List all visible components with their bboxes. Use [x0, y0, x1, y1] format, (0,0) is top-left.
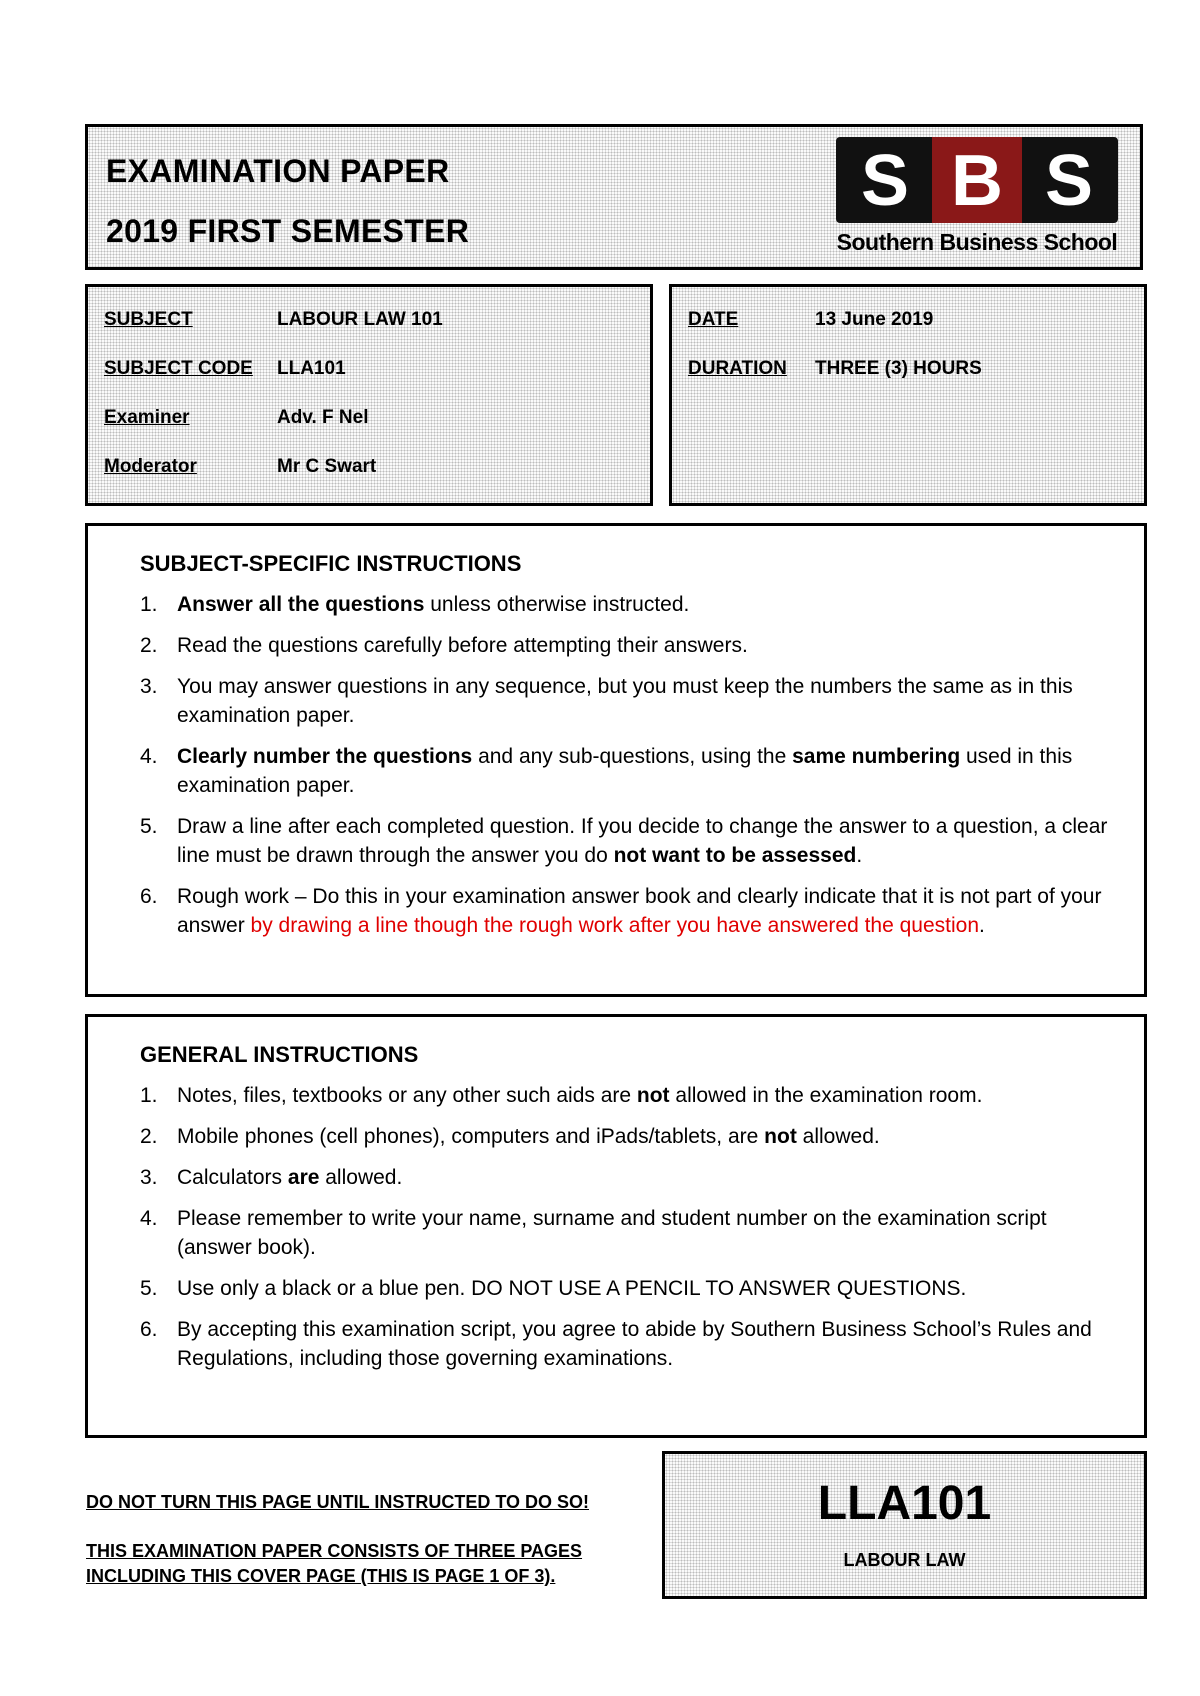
exam-title: EXAMINATION PAPER	[106, 153, 450, 189]
general-instructions-list	[140, 1081, 1120, 1385]
list-item: 1. Answer all the questions unless otherwise instructed.	[140, 593, 690, 616]
list-item: 3. Calculators are allowed.	[140, 1166, 403, 1189]
list-item: 5. Draw a line after each completed question. If you decide to change the answer to a question, a clear line must be drawn through the answer you do not want to be assessed.	[140, 815, 1108, 867]
list-item: 2. Mobile phones (cell phones), computers and iPads/tablets, are not allowed.	[140, 1125, 880, 1148]
subject-info-box	[85, 284, 653, 506]
date-value: 13 June 2019	[815, 309, 934, 330]
subject-label: SUBJECT	[104, 309, 193, 330]
list-item: 1. Notes, files, textbooks or any other such aids are not allowed in the examination room.	[140, 1084, 983, 1107]
moderator-label: Moderator	[104, 456, 197, 477]
logo-letter-b: B	[951, 141, 1003, 221]
logo-letter-s2: S	[1044, 141, 1094, 221]
list-item: 6. By accepting this examination script, you agree to abide by Southern Business School’s Rules and Regulations, including those governing examinations.	[140, 1318, 1092, 1370]
subject-name-small: LABOUR LAW	[843, 1550, 966, 1570]
date-label: DATE	[688, 309, 739, 330]
list-item: 5. Use only a black or a blue pen. DO NOT USE A PENCIL TO ANSWER QUESTIONS.	[140, 1277, 967, 1300]
logo-tagline: Southern Business School	[836, 229, 1118, 255]
subject-instructions-list	[140, 590, 1120, 952]
list-item: 4. Please remember to write your name, surname and student number on the examination script (answer book).	[140, 1207, 1047, 1259]
subject-instructions-box	[85, 523, 1147, 997]
examiner-label: Examiner	[104, 407, 190, 428]
subject-code-box	[662, 1451, 1147, 1599]
page-count-line2: INCLUDING THIS COVER PAGE (THIS IS PAGE 1 OF 3).	[86, 1566, 556, 1586]
logo-letter-s1: S	[860, 141, 910, 221]
general-instructions-box	[85, 1014, 1147, 1438]
list-item: 3. You may answer questions in any sequence, but you must keep the numbers the same as in this examination paper.	[140, 675, 1073, 727]
examiner-value: Adv. F Nel	[277, 407, 369, 428]
list-item: 2. Read the questions carefully before attempting their answers.	[140, 634, 748, 657]
subject-instructions-heading: SUBJECT-SPECIFIC INSTRUCTIONS	[140, 551, 522, 576]
subject-code-label: SUBJECT CODE	[104, 358, 253, 379]
moderator-value: Mr C Swart	[277, 456, 377, 477]
red-emphasis-text: by drawing a line though the rough work after you have answered the question	[250, 914, 979, 937]
footer-warnings	[86, 1490, 666, 1589]
semester-title: 2019 FIRST SEMESTER	[106, 213, 470, 249]
sbs-logo	[836, 137, 1118, 261]
subject-value: LABOUR LAW 101	[277, 309, 443, 330]
exam-header	[85, 124, 1143, 270]
duration-label: DURATION	[688, 358, 787, 379]
general-instructions-heading: GENERAL INSTRUCTIONS	[140, 1042, 419, 1067]
date-info-box	[669, 284, 1147, 506]
do-not-turn-warning: DO NOT TURN THIS PAGE UNTIL INSTRUCTED TO DO SO!	[86, 1492, 590, 1512]
list-item: 4. Clearly number the questions and any sub-questions, using the same numbering used in this examination paper.	[140, 745, 1073, 797]
subject-code-large: LLA101	[817, 1477, 992, 1530]
list-item: 6. Rough work – Do this in your examination answer book and clearly indicate that it is not part of your answer by drawing a line though the rough work after you have answered the question.	[140, 885, 1102, 937]
subject-code-value: LLA101	[277, 358, 346, 379]
duration-value: THREE (3) HOURS	[815, 358, 982, 379]
page-count-line1: THIS EXAMINATION PAPER CONSISTS OF THREE PAGES	[86, 1541, 583, 1561]
